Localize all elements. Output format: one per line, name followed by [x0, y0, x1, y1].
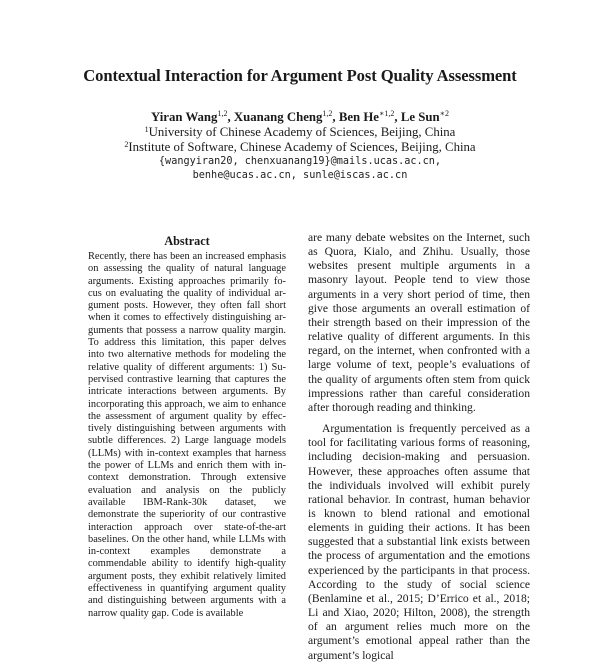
affiliation-1: [0, 125, 600, 139]
author-affiliation-mark: ∗1,2: [378, 109, 395, 118]
affiliation-2: [0, 140, 600, 154]
body-paragraph: Argumentation is frequently perceived as a tool for facilitating various forms of reasoning, including decision-making and persuasion. However, these approaches often assume that the individuals involved will exhibit purely rational behavior. In contrast, human behavior is known to blend rational and emotional elements in guiding their actions. It has been suggested that a substantial link exists between the process of argumentation and the emotions experienced by the participants in that process. According to the study of social science (Benlamine et al., 2015; D’Errico et al., 2018; Li and Xiao, 2020; Hilton, 2008), the strength of an argument relies much more on the argument’s emotional appeal rather than the argument’s logical: [308, 422, 530, 662]
author-name: Ben He: [338, 110, 379, 124]
abstract-heading: Abstract: [164, 234, 210, 248]
author-affiliation-mark: 1,2: [322, 109, 333, 118]
abstract-column: [88, 251, 286, 620]
email-line-2: benhe@ucas.ac.cn, sunle@iscas.ac.cn: [192, 170, 408, 181]
body-column-right: [308, 231, 530, 663]
author-name: Xuanang Cheng: [233, 110, 323, 124]
author-list: Yiran Wang$^{1,2}$, Xuanang Cheng$^{1,2}$, Ben $He^{∗1,2}$, Le Sun$^{∗2}$: [150, 109, 450, 124]
paper-title: Contextual Interaction for Argument Post Quality Assessment: [83, 66, 517, 85]
body-paragraph: are many debate websites on the Internet, such as Quora, Kialo, and Zhihu. Usually, those websites present multiple arguments in a masonry layout. People tend to view those arguments in a very short period of time, then give those arguments an overall estimation of their strength based on their impression of the relative quality of different arguments. In this regard, on the internet, when confronted with a large volume of text, people’s evaluations of the quality of arguments often stem from quick impressions rather than careful consideration after thorough reading and thinking.: [308, 231, 530, 414]
author-affiliation-mark: 1,2: [217, 109, 228, 118]
email-line-1: {wangyiran20, chenxuanang19}@mails.ucas.ac.cn,: [158, 156, 442, 167]
affiliation-text: University of Chinese Academy of Sciences, Beijing, China: [148, 125, 456, 139]
affiliation-mark: 1: [144, 125, 149, 134]
abstract-text: Recently, there has been an increased emphasis on assessing the quality of natural language arguments. Existing approaches primarily focus on evaluating the quality of individual argument posts. However, they often fall short when it comes to effectively distinguishing arguments that possess a narrow quality margin. To address this limitation, this paper delves into two alternative methods for modeling the relative quality of different arguments: 1) Supervised contrastive learning that captures the intricate interactions between arguments. By incorporating this approach, we aim to enhance the assessment of argument quality by effectively distinguishing between arguments with subtle differences. 2) Large language models (LLMs) with in-context examples that harness the power of LLMs and enrich them with in-context demonstration. Through extensive evaluation and analysis on the publicly available IBM-Rank-30k dataset, we demonstrate the superiority of our contrastive interaction approach over state-of-the-art baselines. On the other hand, while LLMs with in-context examples demonstrate a commendable ability to identify high-quality argument posts, they exhibit relatively limited effectiveness in quantifying argument quality and distinguishing between arguments with a narrow quality gap. Code is available: [88, 251, 286, 619]
affiliation-mark: 2: [124, 140, 129, 149]
author-name: Le Sun: [400, 110, 440, 124]
author-name: Yiran Wang: [150, 110, 218, 124]
author-affiliation-mark: ∗2: [439, 109, 450, 118]
affiliation-text: Institute of Software, Chinese Academy of Sciences, Beijing, China: [128, 140, 476, 154]
